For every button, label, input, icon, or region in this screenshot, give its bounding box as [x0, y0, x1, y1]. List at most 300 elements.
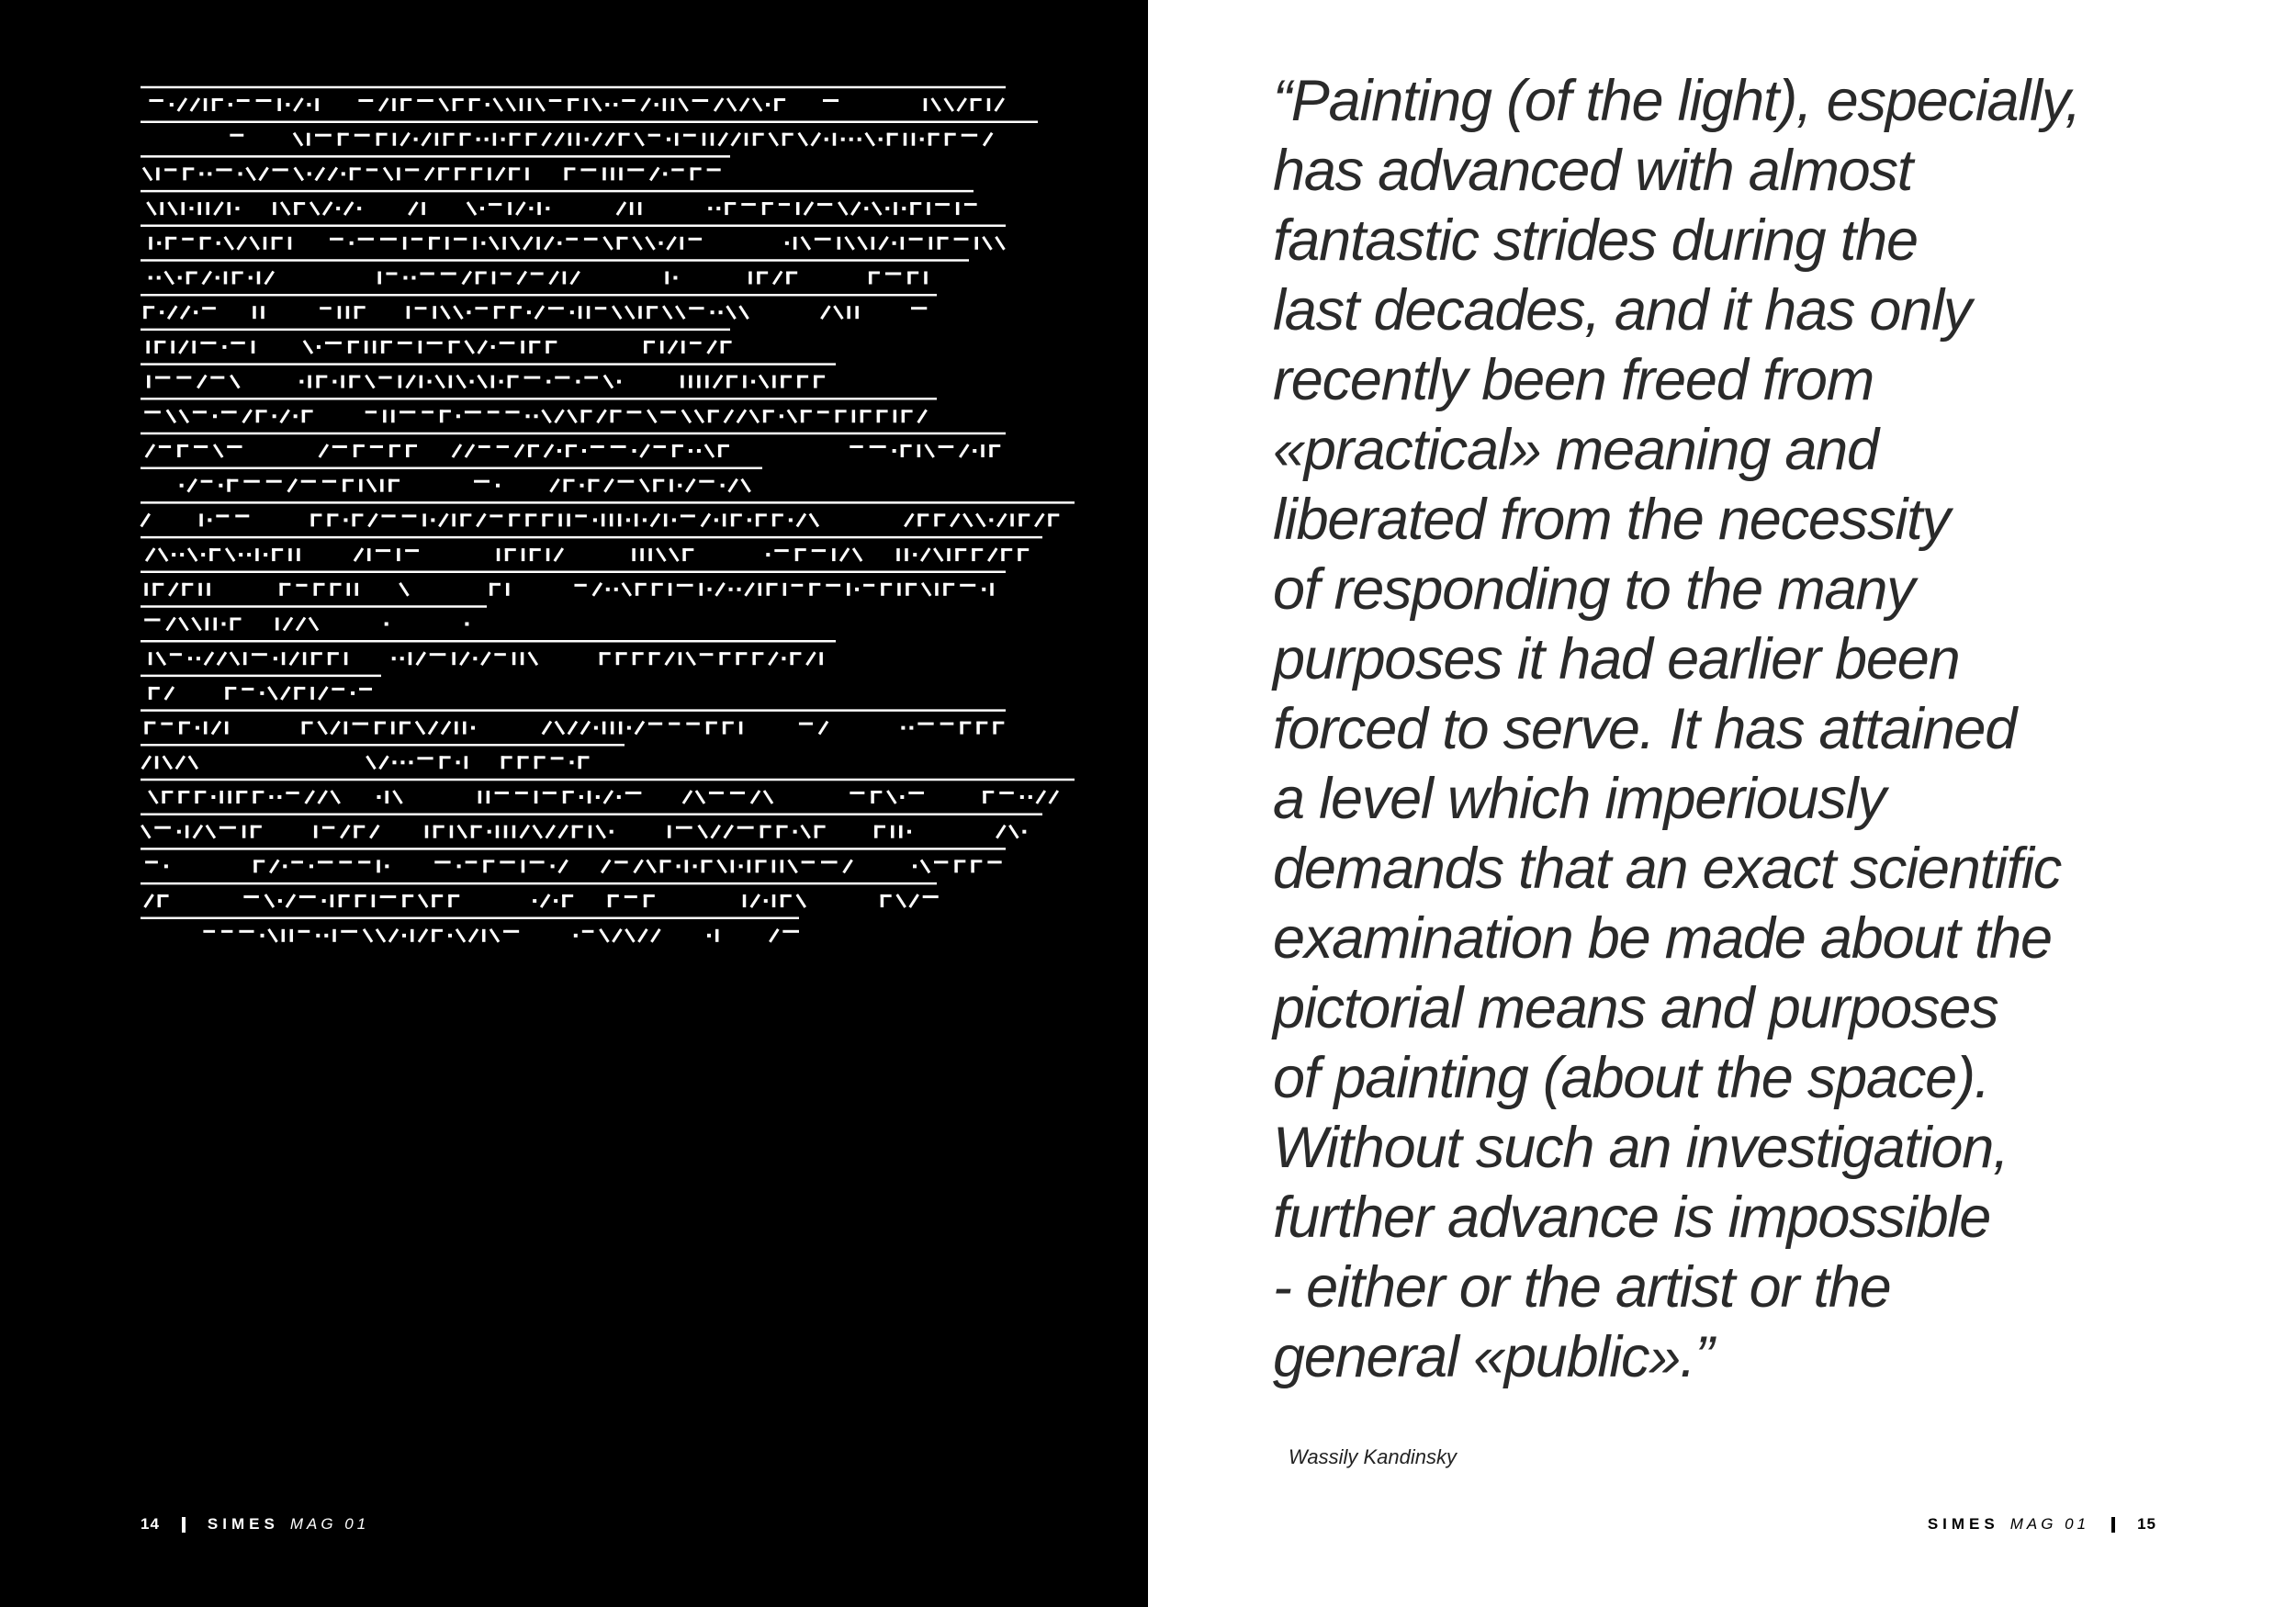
glyph-mark [501, 273, 512, 275]
glyph-mark [497, 445, 509, 448]
glyph-mark [752, 652, 763, 655]
glyph-mark [294, 98, 302, 111]
glyph-mark [598, 410, 606, 422]
glyph-mark [855, 588, 859, 591]
glyph-mark [1020, 795, 1024, 799]
glyph-mark [901, 237, 905, 250]
glyph-mark [523, 237, 532, 250]
glyph-mark [989, 518, 993, 522]
glyph-mark [833, 133, 837, 146]
glyph-mark [797, 894, 805, 907]
glyph-mark [482, 929, 486, 942]
glyph-mark [260, 691, 264, 695]
glyph-mark [352, 513, 363, 516]
quote-line: of painting (about the space). [1273, 1046, 1990, 1110]
glyph-mark [596, 795, 600, 799]
glyph-mark [141, 826, 150, 838]
glyph-mark [685, 860, 689, 872]
glyph-mark [537, 202, 541, 215]
glyph-mark [214, 618, 218, 631]
glyph-mark [425, 826, 429, 838]
glyph-mark [384, 167, 392, 180]
glyph-mark [253, 306, 256, 319]
glyph-mark [792, 584, 804, 587]
glyph-mark [699, 480, 714, 483]
glyph-mark [405, 549, 419, 552]
glyph-mark [535, 791, 538, 804]
glyph-mark [938, 237, 949, 240]
glyph-mark [415, 307, 427, 309]
glyph-mark [526, 414, 530, 418]
glyph-mark [200, 237, 211, 240]
glyph-mark [496, 484, 500, 488]
glyph-mark [332, 688, 344, 691]
glyph-mark [521, 826, 529, 838]
glyph-mark [863, 584, 874, 587]
glyph-mark [232, 272, 243, 275]
glyph-mark [199, 172, 203, 175]
glyph-mark [242, 688, 253, 691]
glyph-mark [528, 444, 539, 447]
glyph-mark [793, 237, 797, 250]
glyph-mark [670, 479, 673, 492]
glyph-mark [714, 376, 722, 388]
glyph-mark [253, 791, 264, 793]
glyph-mark [397, 167, 400, 180]
glyph-mark [365, 341, 368, 354]
glyph-mark [169, 583, 177, 596]
glyph-mark [548, 307, 564, 309]
glyph-mark [682, 548, 693, 551]
glyph-mark [962, 134, 977, 137]
glyph-mark [546, 380, 550, 384]
glyph-mark [297, 618, 305, 631]
glyph-mark [422, 513, 426, 526]
glyph-mark [777, 826, 788, 828]
glyph-mark [611, 410, 622, 412]
glyph-mark [536, 98, 545, 111]
glyph-mark [453, 98, 464, 101]
glyph-mark [917, 723, 933, 725]
glyph-mark [584, 238, 598, 241]
glyph-mark [411, 929, 414, 942]
glyph-mark [508, 202, 512, 215]
glyph-mark [699, 826, 707, 838]
glyph-mark [355, 134, 370, 137]
glyph-mark [751, 380, 755, 384]
glyph-mark [972, 548, 983, 551]
glyph-mark [477, 513, 485, 526]
glyph-mark [398, 342, 412, 344]
glyph-mark [403, 237, 407, 250]
glyph-mark [826, 584, 840, 587]
glyph-mark [593, 133, 602, 146]
glyph-mark [380, 238, 397, 241]
glyph-mark [264, 237, 267, 250]
glyph-mark [617, 795, 621, 799]
glyph-mark [935, 203, 950, 206]
glyph-mark [924, 98, 928, 111]
glyph-mark [255, 548, 259, 561]
glyph-mark [887, 133, 898, 136]
glyph-mark [668, 237, 676, 250]
glyph-mark [885, 273, 901, 275]
glyph-mark [478, 791, 482, 804]
glyph-mark [332, 380, 336, 384]
glyph-mark [708, 341, 716, 354]
glyph-mark [471, 826, 482, 828]
glyph-mark [444, 133, 455, 136]
glyph-mark [359, 688, 372, 691]
glyph-mark [469, 929, 478, 942]
glyph-mark [178, 98, 186, 111]
glyph-mark [521, 652, 524, 665]
glyph-mark [769, 652, 777, 665]
glyph-mark [901, 444, 912, 447]
glyph-mark [350, 167, 361, 170]
glyph-mark [399, 376, 402, 388]
glyph-mark [718, 444, 729, 447]
glyph-mark [265, 894, 274, 907]
glyph-mark [762, 202, 773, 205]
glyph-mark [377, 133, 388, 136]
glyph-mark [625, 929, 634, 942]
glyph-mark [679, 652, 682, 665]
glyph-mark [913, 864, 917, 868]
glyph-mark [261, 934, 264, 938]
glyph-mark [647, 860, 656, 872]
glyph-mark [797, 376, 808, 378]
glyph-mark [411, 238, 422, 241]
glyph-mark [780, 414, 783, 418]
glyph-mark [669, 723, 680, 725]
glyph-mark [996, 98, 1004, 111]
glyph-mark [222, 345, 226, 349]
glyph-mark [602, 722, 606, 735]
glyph-mark [167, 618, 175, 631]
glyph-mark [323, 202, 332, 215]
glyph-mark [231, 618, 242, 621]
glyph-mark [589, 826, 592, 838]
glyph-mark [652, 583, 663, 586]
glyph-mark [923, 895, 939, 898]
glyph-mark [627, 410, 642, 413]
glyph-mark [850, 445, 862, 448]
glyph-mark [341, 930, 357, 933]
glyph-mark [546, 548, 550, 561]
glyph-mark [322, 826, 334, 829]
glyph-mark [370, 445, 383, 448]
glyph-mark [186, 272, 197, 275]
glyph-mark [712, 826, 720, 838]
glyph-mark [568, 722, 577, 735]
glyph-mark [431, 518, 434, 522]
glyph-mark [505, 410, 519, 413]
glyph-mark [339, 860, 352, 863]
glyph-mark [723, 513, 726, 526]
glyph-mark [847, 583, 850, 596]
glyph-mark [216, 168, 231, 171]
glyph-mark [177, 830, 181, 834]
glyph-mark [558, 513, 562, 526]
glyph-mark [221, 930, 232, 933]
glyph-mark [296, 584, 307, 587]
glyph-mark [274, 657, 277, 660]
glyph-mark [987, 860, 1001, 863]
glyph-mark [715, 98, 723, 111]
glyph-mark [391, 410, 395, 422]
glyph-mark [490, 583, 501, 586]
glyph-mark [987, 98, 991, 111]
glyph-mark [721, 341, 732, 343]
glyph-mark [657, 548, 665, 561]
glyph-mark [676, 826, 692, 829]
glyph-mark [299, 895, 316, 898]
glyph-mark [322, 899, 326, 903]
glyph-mark [793, 830, 797, 834]
glyph-mark [492, 272, 496, 285]
glyph-mark [197, 202, 201, 215]
glyph-mark [789, 518, 793, 522]
kandinsky-quote [1273, 66, 2191, 1392]
glyph-mark [491, 376, 495, 388]
glyph-mark [819, 722, 827, 735]
glyph-mark [727, 306, 736, 319]
glyph-mark [495, 792, 509, 794]
quote-line: Without such an investigation, [1273, 1116, 2009, 1180]
glyph-mark [1035, 513, 1043, 526]
glyph-mark [249, 276, 253, 280]
glyph-mark [932, 98, 940, 111]
glyph-mark [456, 929, 465, 942]
glyph-mark [900, 795, 904, 799]
glyph-mark [529, 341, 540, 343]
glyph-mark [509, 513, 520, 516]
glyph-mark [535, 414, 538, 418]
glyph-mark [370, 826, 378, 838]
glyph-mark [341, 826, 349, 838]
glyph-mark [562, 894, 573, 897]
glyph-mark [742, 479, 750, 492]
glyph-mark [270, 860, 278, 872]
glyph-mark [377, 929, 385, 942]
glyph-mark [861, 410, 872, 412]
glyph-mark [417, 652, 425, 665]
glyph-mark [239, 930, 253, 933]
glyph-mark [149, 791, 157, 804]
glyph-mark [943, 583, 954, 586]
glyph-mark [350, 242, 354, 245]
glyph-mark [265, 272, 274, 285]
glyph-mark [715, 518, 718, 522]
glyph-mark [170, 653, 182, 656]
glyph-mark [494, 306, 505, 309]
glyph-mark [288, 479, 297, 492]
glyph-mark [144, 619, 160, 622]
glyph-mark [154, 826, 171, 829]
glyph-mark [753, 133, 764, 136]
glyph-mark [580, 168, 596, 171]
glyph-mark [457, 864, 461, 868]
glyph-mark [198, 583, 202, 596]
glyph-mark [304, 341, 312, 354]
glyph-mark [622, 99, 635, 102]
glyph-mark [729, 588, 733, 591]
glyph-mark [277, 98, 281, 111]
glyph-mark [310, 687, 314, 700]
glyph-mark [226, 548, 234, 561]
glyph-mark [902, 207, 906, 210]
glyph-mark [602, 167, 606, 180]
glyph-mark [907, 272, 918, 275]
glyph-mark [294, 202, 305, 205]
glyph-mark [501, 138, 505, 141]
glyph-mark [702, 513, 710, 526]
glyph-mark [466, 341, 474, 354]
glyph-mark [179, 341, 187, 354]
glyph-mark [208, 518, 211, 522]
glyph-mark [918, 410, 927, 422]
glyph-mark [993, 722, 1004, 725]
glyph-mark [960, 444, 968, 457]
glyph-mark [677, 584, 693, 587]
glyph-mark [180, 410, 188, 422]
glyph-mark [392, 760, 396, 764]
glyph-mark [566, 238, 578, 241]
glyph-mark [543, 722, 551, 735]
glyph-mark [796, 202, 800, 215]
glyph-mark [1022, 830, 1026, 834]
glyph-mark [358, 99, 373, 102]
glyph-mark [672, 518, 676, 522]
glyph-mark [707, 168, 721, 171]
glyph-mark [527, 310, 531, 314]
glyph-mark [593, 583, 602, 596]
glyph-mark [460, 652, 468, 665]
glyph-mark [189, 756, 197, 769]
glyph-mark [917, 444, 921, 457]
glyph-mark [457, 376, 466, 388]
glyph-mark [683, 134, 696, 137]
glyph-mark [608, 894, 619, 897]
glyph-mark [405, 168, 419, 171]
glyph-mark [529, 207, 533, 210]
glyph-mark [659, 242, 663, 245]
glyph-mark [346, 306, 350, 319]
glyph-mark [627, 168, 644, 171]
glyph-mark [194, 310, 197, 314]
glyph-mark [838, 202, 847, 215]
glyph-mark [870, 445, 886, 448]
glyph-mark [885, 207, 889, 210]
glyph-mark [469, 98, 480, 101]
glyph-mark [904, 133, 907, 146]
glyph-mark [708, 588, 712, 591]
glyph-mark [546, 207, 549, 210]
glyph-mark [522, 548, 525, 561]
glyph-mark [580, 795, 583, 799]
glyph-mark [988, 548, 996, 561]
glyph-mark [606, 133, 614, 146]
glyph-mark [1029, 795, 1032, 799]
glyph-mark [534, 826, 542, 838]
glyph-mark [456, 760, 460, 764]
glyph-mark [216, 514, 229, 517]
glyph-mark [546, 341, 557, 343]
glyph-mark [308, 172, 311, 175]
glyph-mark [417, 757, 433, 759]
glyph-mark [518, 756, 529, 759]
glyph-mark [832, 548, 836, 561]
glyph-mark [256, 410, 267, 412]
glyph-mark [707, 934, 711, 938]
glyph-mark [208, 172, 211, 175]
glyph-mark [152, 583, 163, 586]
glyph-mark [774, 549, 788, 552]
glyph-mark [214, 202, 222, 215]
glyph-mark [217, 242, 220, 245]
glyph-mark [196, 726, 199, 730]
glyph-mark [509, 167, 520, 170]
glyph-mark [772, 376, 776, 388]
glyph-mark [819, 652, 823, 665]
glyph-mark [597, 826, 605, 838]
glyph-mark [467, 202, 476, 215]
glyph-mark [917, 513, 929, 516]
glyph-mark [563, 272, 567, 285]
glyph-mark [496, 167, 504, 180]
glyph-mark [697, 449, 701, 453]
glyph-mark [814, 376, 825, 378]
glyph-mark [207, 583, 210, 596]
glyph-mark [219, 791, 223, 804]
glyph-mark [563, 791, 574, 793]
glyph-mark [302, 410, 313, 412]
glyph-mark [806, 652, 815, 665]
glyph-mark [283, 864, 287, 868]
glyph-mark [316, 167, 324, 180]
glyph-mark [568, 98, 579, 101]
glyph-mark [781, 376, 792, 378]
glyph-mark [557, 449, 561, 453]
glyph-mark [618, 513, 622, 526]
glyph-mark [452, 652, 456, 665]
glyph-mark [732, 133, 740, 146]
glyph-mark [332, 791, 340, 804]
glyph-mark [706, 722, 717, 725]
glyph-mark [927, 202, 930, 215]
glyph-mark [924, 272, 928, 285]
glyph-mark [640, 548, 644, 561]
glyph-mark [188, 548, 197, 561]
glyph-mark [575, 514, 587, 517]
glyph-mark [392, 98, 396, 111]
glyph-mark [909, 726, 913, 730]
glyph-mark [750, 410, 759, 422]
glyph-mark [273, 414, 276, 418]
glyph-mark [999, 792, 1014, 794]
glyph-mark [407, 376, 415, 388]
glyph-mark [708, 410, 719, 412]
left-folio [141, 1513, 369, 1535]
glyph-mark [409, 760, 412, 764]
glyph-mark [600, 652, 611, 655]
glyph-mark [380, 479, 384, 492]
glyph-mark [465, 410, 481, 413]
glyph-mark [276, 618, 279, 631]
glyph-mark [753, 98, 761, 111]
glyph-mark [209, 548, 220, 551]
